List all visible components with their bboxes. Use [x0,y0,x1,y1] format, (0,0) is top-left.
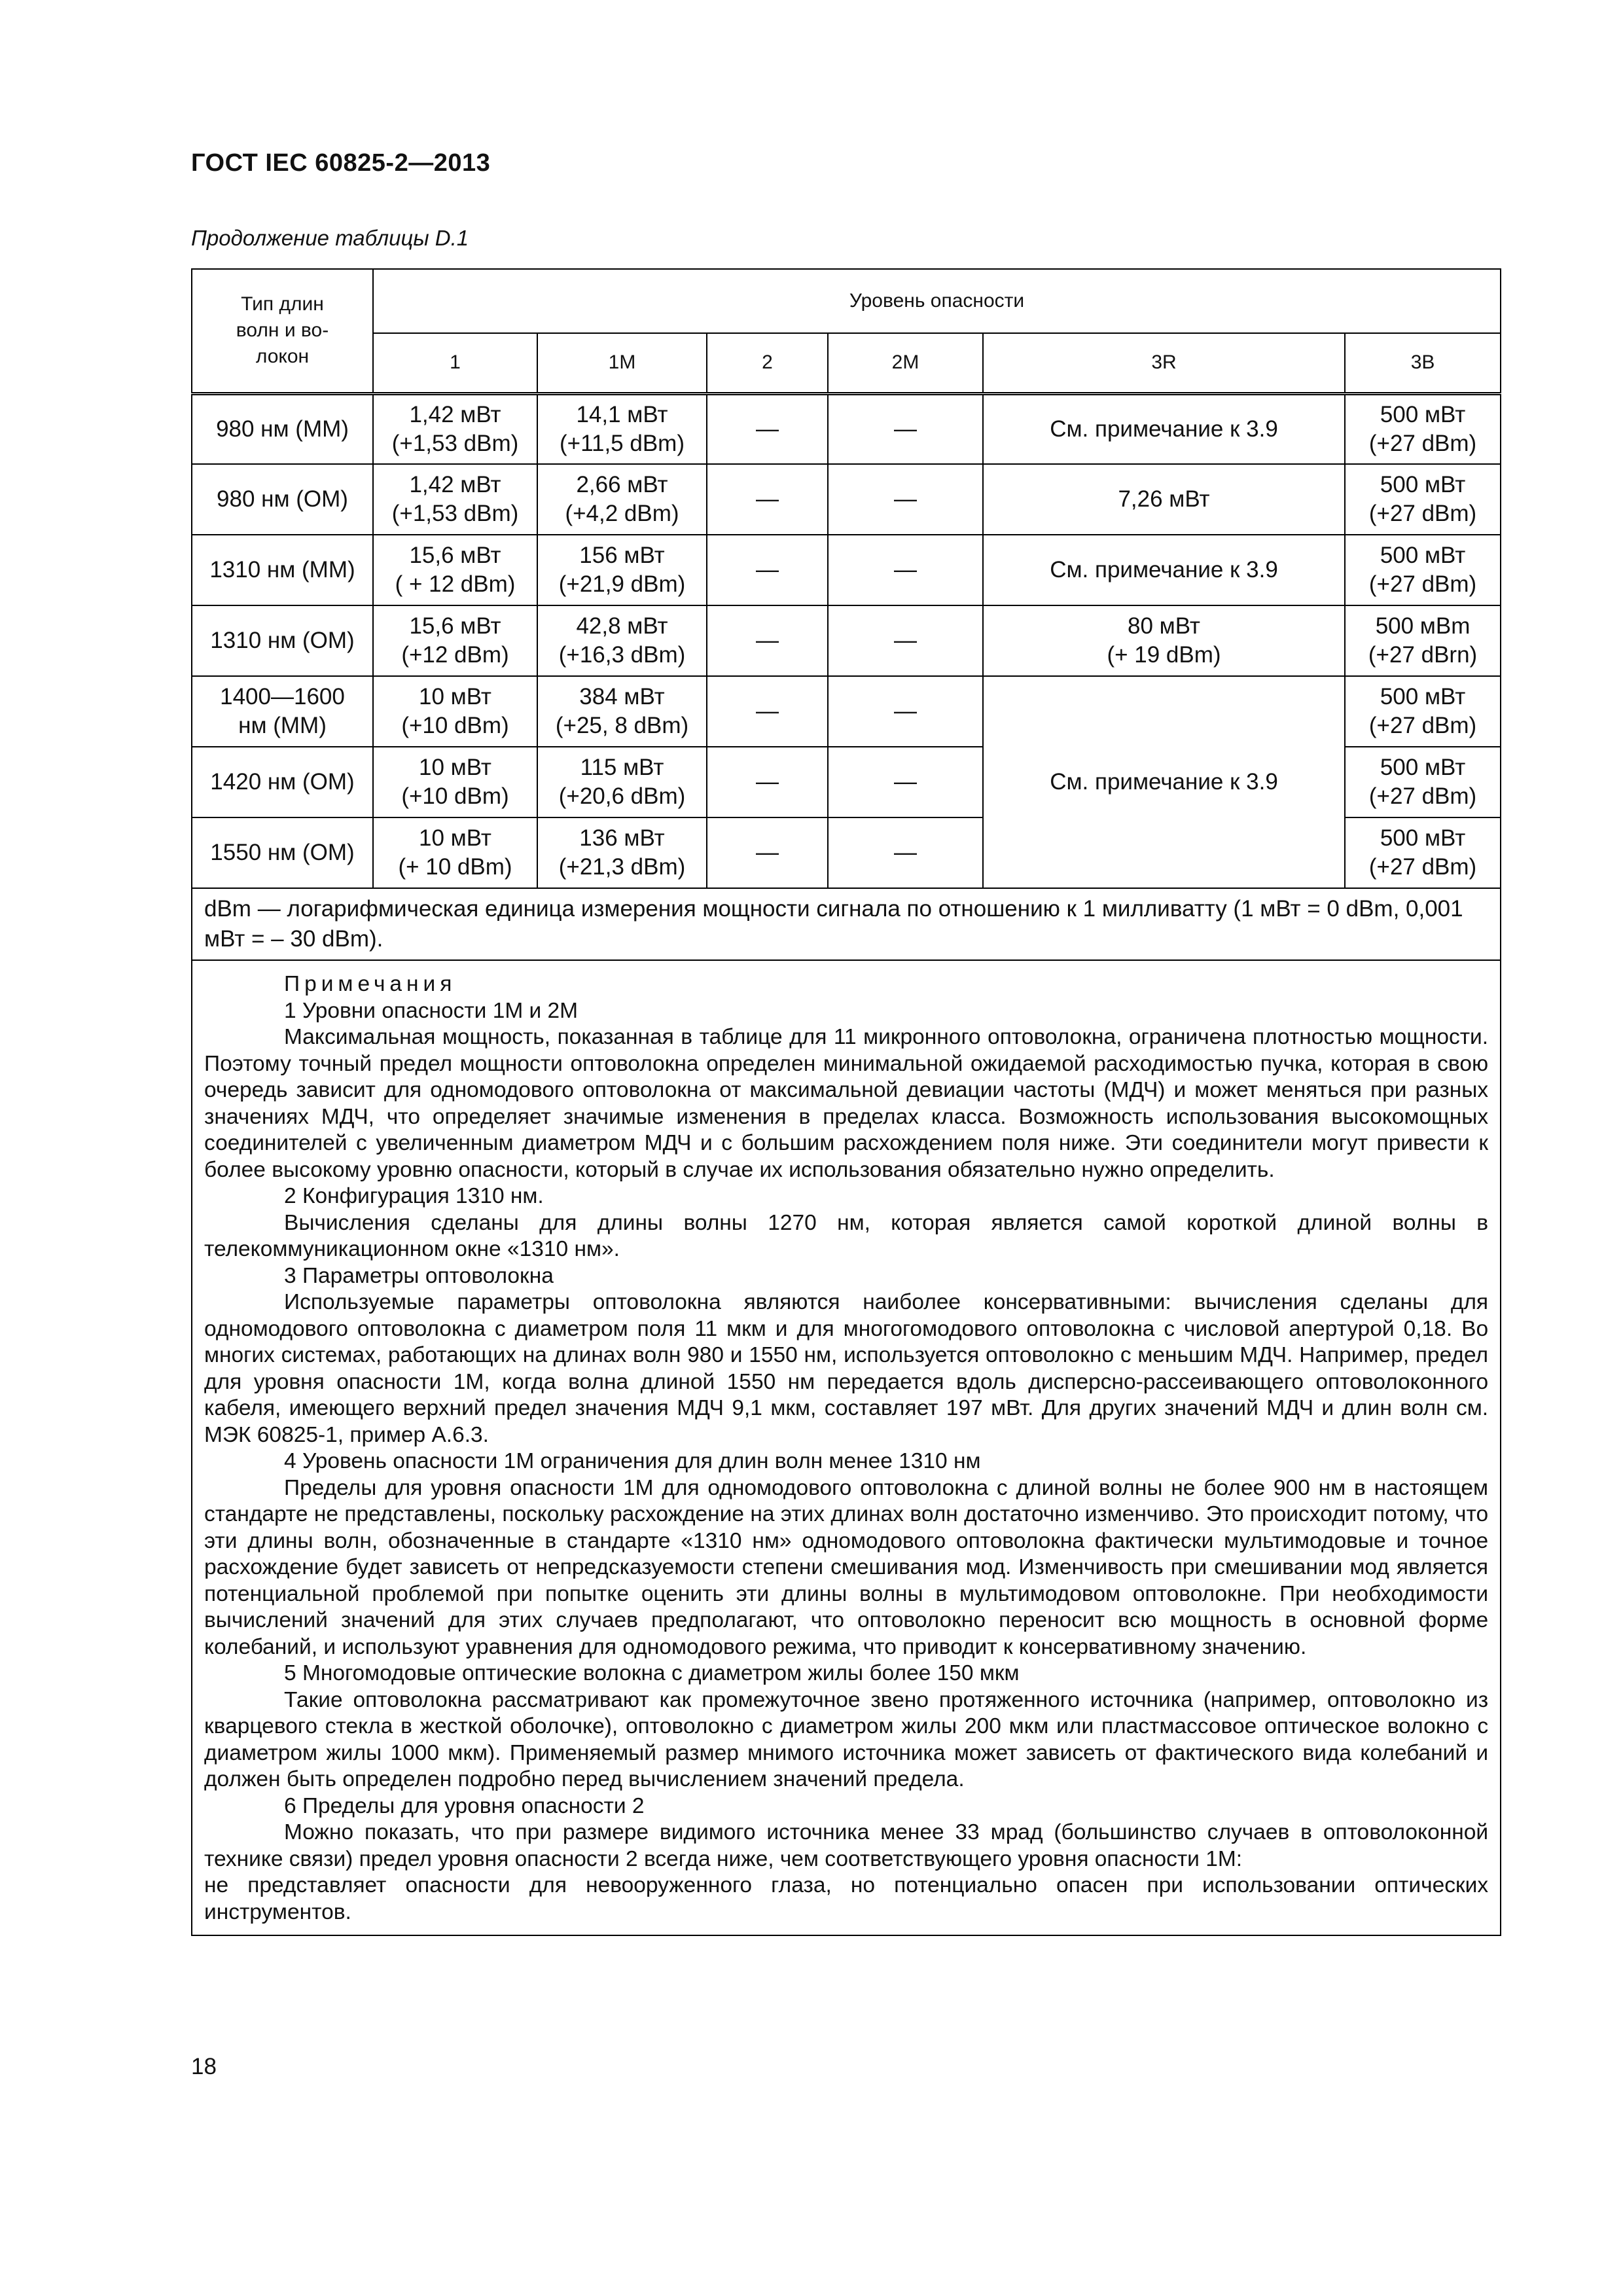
cell-line: (+20,6 dBm) [558,783,686,809]
cell-line: (+12 dBm) [401,642,509,668]
page-number: 18 [191,2054,217,2079]
cell-line: (+21,3 dBm) [558,854,686,880]
cell-type: 980 нм (ММ) [192,393,373,464]
cell-line: (+27 dBm) [1368,854,1477,880]
cell-type: 1420 нм (ОМ) [192,747,373,817]
cell-line: (+27 dBm) [1368,430,1477,456]
cell-line: (+27 dBm) [1368,501,1477,526]
cell-line: (+1,53 dBm) [391,501,519,526]
cell-level-1 [373,535,537,605]
cell-type: 980 нм (ОМ) [192,464,373,535]
cell-level-2: — [707,393,828,464]
cell-level-1m [537,747,707,817]
cell-level-1m [537,535,707,605]
cell-line: 156 мВт [579,543,665,568]
notes-row [192,960,1501,1935]
cell-level-1m [537,393,707,464]
cell-line: 80 мВт [1128,613,1200,639]
header-wavelength-type-line: Тип длин [241,293,324,315]
cell-level-3r-merged: См. примечание к 3.9 [983,676,1345,888]
cell-line: 384 мВт [579,684,665,709]
cell-level-3b [1345,535,1501,605]
cell-level-3r: 7,26 мВт [983,464,1345,535]
note-paragraph: 5 Многомодовые оптические волокна с диаметром жилы более 150 мкм [284,1661,1020,1685]
table-row [192,605,1501,676]
cell-line: 500 мВт [1380,825,1466,851]
cell-level-1 [373,605,537,676]
table-row [192,393,1501,464]
cell-level-3r: См. примечание к 3.9 [983,535,1345,605]
cell-type [192,676,373,747]
cell-level-3b [1345,747,1501,817]
cell-line: 1400—1600 [220,684,345,709]
cell-line: (+10 dBm) [401,783,509,809]
notes-title: Примечания [284,972,457,996]
cell-line: 500 мВт [1380,755,1466,780]
table-row [192,535,1501,605]
cell-line: 1,42 мВт [409,401,501,427]
note-paragraph: не представляет опасности для невооруженного глаза, но потенциально опасен при использовании оптических инструментов. [204,1873,1489,1924]
hazard-table [191,268,1501,1936]
cell-line: 15,6 мВт [409,613,501,639]
dbm-note-row [192,888,1501,960]
cell-line: 500 мВт [1380,543,1466,568]
cell-line: 14,1 мВт [576,401,668,427]
cell-level-1m [537,817,707,888]
cell-level-2: — [707,676,828,747]
cell-level-2: — [707,747,828,817]
cell-level-2m: — [828,464,983,535]
note-paragraph: 3 Параметры оптоволокна [284,1263,554,1288]
cell-line: 10 мВт [419,825,491,851]
note-paragraph: Максимальная мощность, показанная в таблице для 11 микронного оптоволокна, ограничена плотностью мощности. Поэтому точный предел мощности оптоволокна определен минимальной ожидаемой расходимостью пучка, которая в свою очередь зависит для одномодового оптоволокна от максимальной девиации частоты (МДЧ) и может меняться при разных значениях МДЧ, что определяет значимые изменения в пределах класса. Возможность использования высокомощных соединителей с увеличенным диаметром МДЧ и с большим расхождением поля ниже. Эти соединители могут привести к более высокому уровню опасности, который в случае их использования обязательно нужно определить. [204,1025,1489,1182]
note-paragraph: 1 Уровни опасности 1M и 2M [284,998,579,1023]
note-paragraph: 6 Пределы для уровня опасности 2 [284,1793,645,1818]
cell-level-2m: — [828,747,983,817]
cell-level-1 [373,676,537,747]
cell-level-3b [1345,676,1501,747]
note-paragraph: Можно показать, что при размере видимого источника менее 33 мрад (большинство случаев в оптоволоконной технике связи) предел уровня опасности 2 всегда ниже, чем соответствующего уровня опасности 1М: [204,1820,1489,1871]
note-paragraph: Такие оптоволокна рассматривают как промежуточное звено протяженного источника (например, оптоволокно из кварцевого стекла в жесткой оболочке), оптоволокно с диаметром жилы 200 мкм или пластмассовое оптическое волокно с диаметром жилы 1000 мкм). Применяемый размер мнимого источника может зависеть от фактического вида колебаний и должен быть определен подробно перед вычислением значений предела. [204,1687,1489,1791]
cell-line: 136 мВт [579,825,665,851]
cell-level-2: — [707,605,828,676]
cell-line: (+ 19 dBm) [1107,642,1221,668]
cell-line: 10 мВт [419,755,491,780]
table-caption: Продолжение таблицы D.1 [191,226,469,250]
cell-line: 42,8 мВт [576,613,668,639]
header-wavelength-type-line: локон [255,346,310,368]
header-level-3b: 3B [1345,333,1501,393]
cell-line: (+4,2 dBm) [565,501,679,526]
cell-level-2: — [707,464,828,535]
table-row [192,676,1501,747]
note-paragraph: Пределы для уровня опасности 1М для одномодового оптоволокна с длиной волны не более 900 нм в настоящем стандарте не представлены, поскольку расхождение на этих длинах волн достаточно изменчиво. Это происходит потому, что эти длины волн, обозначенные в стандарте «1310 нм» одномодового оптоволокна фактически мультимодовые и точное расхождение будет зависеть от непредсказуемости степени смешивания мод. Изменчивость при смешивании мод является потенциальной проблемой при попытке оценить эти длины волны в мультимодовом оптоволокне. При необходимости вычислений значений для этих случаев предполагают, что оптоволокно переносит всю мощность в основной форме колебаний, и используют уравнения для одномодового режима, что приводит к консервативному значению. [204,1475,1489,1659]
cell-line: 500 мВт [1380,401,1466,427]
cell-line: (+21,9 dBm) [558,571,686,597]
document-header: ГОСТ IEC 60825-2—2013 [191,149,491,177]
cell-line: 500 мВm [1375,613,1471,639]
cell-line: (+27 dBm) [1368,571,1477,597]
cell-level-2m: — [828,676,983,747]
cell-line: 500 мВт [1380,684,1466,709]
header-level-1: 1 [373,333,537,393]
cell-line: ( + 12 dBm) [395,571,516,597]
cell-level-3b [1345,393,1501,464]
cell-line: (+1,53 dBm) [391,430,519,456]
cell-line: 2,66 мВт [576,472,668,497]
cell-type: 1550 нм (ОМ) [192,817,373,888]
cell-line: (+27 dBm) [1368,713,1477,738]
header-hazard-level: Уровень опасности [373,269,1501,333]
cell-level-3b [1345,817,1501,888]
header-level-1m: 1M [537,333,707,393]
cell-level-1m [537,676,707,747]
cell-line: (+25, 8 dBm) [555,713,689,738]
header-wavelength-type [192,269,373,393]
note-paragraph: 2 Конфигурация 1310 нм. [284,1184,544,1208]
header-level-2: 2 [707,333,828,393]
dbm-note: dBm — логарифмическая единица измерения мощности сигнала по отношению к 1 милливатту (1 мВт = 0 dBm, 0,001 мВт = – 30 dBm). [192,888,1501,960]
cell-level-2: — [707,817,828,888]
cell-line: 500 мВт [1380,472,1466,497]
cell-level-1m [537,605,707,676]
cell-line: 115 мВт [580,755,664,780]
note-paragraph: Используемые параметры оптоволокна являются наиболее консервативными: вычисления сделаны для одномодового оптоволокна с диаметром поля 11 мкм и для многогомодового оптоволокна с числовой апертурой 0,18. Во многих системах, работающих на длинах волн 980 и 1550 нм, используется оптоволокно с меньшим МДЧ. Например, предел для уровня опасности 1М, когда волна длиной 1550 нм передается вдоль дисперсно-рассеивающего оптоволоконного кабеля, имеющего верхний предел значения МДЧ 9,1 мкм, составляет 197 мВт. Для других значений МДЧ и длин волн см. МЭК 60825-1, пример А.6.3. [204,1290,1489,1447]
notes-cell [192,960,1501,1935]
cell-line: (+27 dBm) [1368,783,1477,809]
cell-level-2m: — [828,605,983,676]
cell-line: 15,6 мВт [409,543,501,568]
cell-line: (+11,5 dBm) [560,430,685,456]
cell-line: (+ 10 dBm) [398,854,512,880]
cell-line: (+27 dBrn) [1368,642,1478,668]
cell-level-1 [373,464,537,535]
header-level-2m: 2M [828,333,983,393]
header-level-3r: 3R [983,333,1345,393]
cell-type: 1310 нм (ММ) [192,535,373,605]
cell-level-1m [537,464,707,535]
note-paragraph: Вычисления сделаны для длины волны 1270 нм, которая является самой короткой длиной волны в телекоммуникационном окне «1310 нм». [204,1210,1489,1261]
cell-level-2m: — [828,535,983,605]
cell-level-3b [1345,605,1501,676]
cell-line: 1,42 мВт [409,472,501,497]
cell-level-2m: — [828,393,983,464]
note-paragraph: 4 Уровень опасности 1М ограничения для длин волн менее 1310 нм [284,1449,981,1473]
header-wavelength-type-line: волн и во- [236,319,329,342]
cell-line: (+16,3 dBm) [558,642,686,668]
cell-line: (+10 dBm) [401,713,509,738]
cell-type: 1310 нм (ОМ) [192,605,373,676]
cell-level-2m: — [828,817,983,888]
cell-level-1 [373,817,537,888]
cell-level-3r [983,605,1345,676]
cell-line: 10 мВт [419,684,491,709]
cell-level-1 [373,747,537,817]
cell-level-1 [373,393,537,464]
cell-level-3r: См. примечание к 3.9 [983,393,1345,464]
table-row [192,464,1501,535]
cell-level-2: — [707,535,828,605]
cell-line: нм (ММ) [238,713,327,738]
cell-level-3b [1345,464,1501,535]
